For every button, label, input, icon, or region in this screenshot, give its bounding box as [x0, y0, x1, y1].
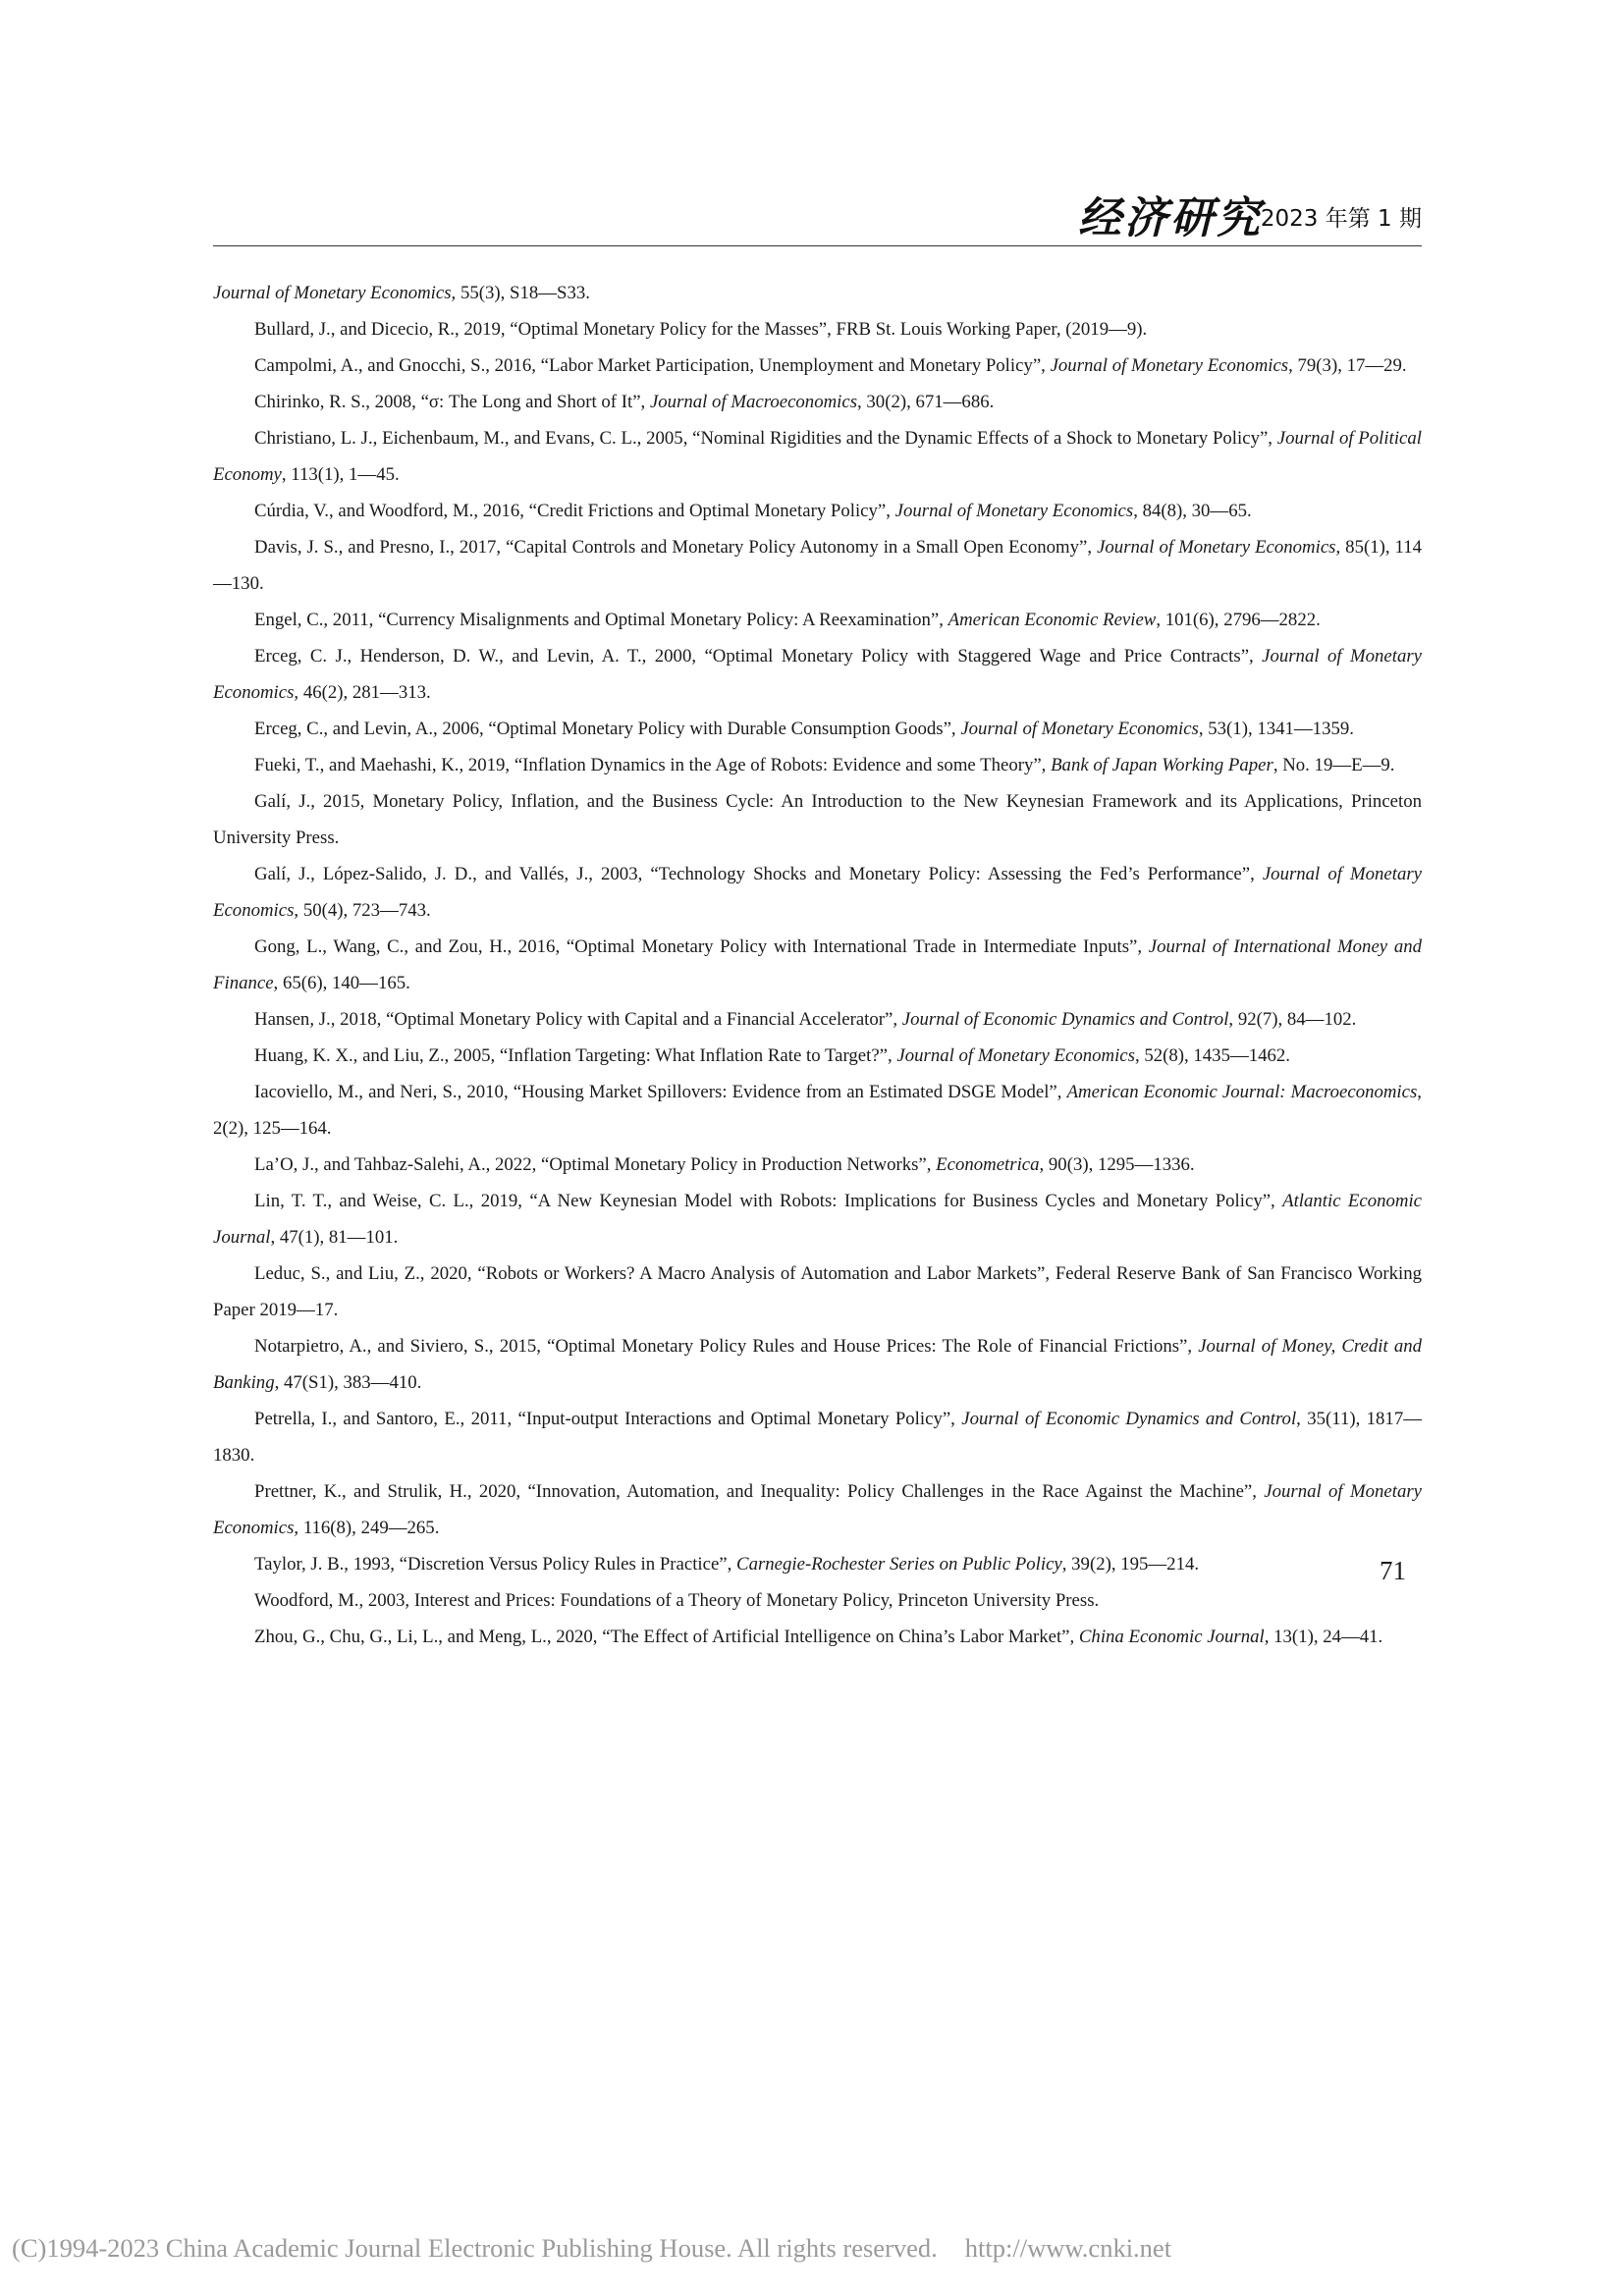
- reference-entry: [213, 493, 1422, 529]
- reference-entry: [213, 1001, 1422, 1038]
- reference-venue: Journal of Political Economy: [213, 428, 1422, 485]
- reference-entry: [213, 783, 1422, 856]
- reference-text: Fueki, T., and Maehashi, K., 2019, “Inflation Dynamics in the Age of Robots: Evidence and some Theory”,: [254, 755, 1052, 775]
- reference-entries: [213, 311, 1422, 1655]
- reference-tail: , 84(8), 30—65.: [1133, 501, 1252, 521]
- reference-text: Galí, J., 2015, Monetary Policy, Inflation, and the Business Cycle: An Introduction to the New Keynesian Framework and its Applications, Princeton University Press.: [213, 791, 1422, 848]
- reference-venue: Journal of Monetary Economics: [213, 864, 1422, 921]
- reference-tail: , 30(2), 671—686.: [857, 392, 995, 412]
- reference-text: Gong, L., Wang, C., and Zou, H., 2016, “Optimal Monetary Policy with International Trade in Intermediate Inputs”,: [254, 936, 1149, 957]
- reference-tail: , 52(8), 1435—1462.: [1134, 1045, 1291, 1066]
- reference-entry: [213, 1038, 1422, 1074]
- reference-text: Woodford, M., 2003, Interest and Prices: Foundations of a Theory of Monetary Policy, Princeton University Press.: [254, 1590, 1100, 1611]
- reference-text: Cúrdia, V., and Woodford, M., 2016, “Credit Frictions and Optimal Monetary Policy”,: [254, 501, 895, 521]
- reference-text: Zhou, G., Chu, G., Li, L., and Meng, L., 2020, “The Effect of Artificial Intelligence on China’s Labor Market”,: [254, 1627, 1079, 1647]
- reference-text: Notarpietro, A., and Siviero, S., 2015, “Optimal Monetary Policy Rules and House Prices: The Role of Financial Frictions”,: [254, 1336, 1199, 1357]
- reference-tail: , 13(1), 24—41.: [1264, 1627, 1383, 1647]
- reference-venue: Journal of Monetary Economics: [213, 283, 452, 303]
- reference-tail: , 116(8), 249—265.: [294, 1518, 440, 1538]
- reference-entry: [213, 747, 1422, 783]
- reference-tail: , 65(6), 140—165.: [273, 973, 410, 993]
- reference-text: Taylor, J. B., 1993, “Discretion Versus Policy Rules in Practice”,: [254, 1554, 737, 1575]
- reference-venue: Journal of Monetary Economics: [1050, 355, 1289, 376]
- reference-tail: , 101(6), 2796—2822.: [1156, 610, 1321, 630]
- issue-label: 2023 年第 1 期: [1260, 206, 1422, 232]
- reference-text: La’O, J., and Tahbaz-Salehi, A., 2022, “Optimal Monetary Policy in Production Networks”,: [254, 1154, 937, 1175]
- reference-text: Bullard, J., and Dicecio, R., 2019, “Optimal Monetary Policy for the Masses”, FRB St. Louis Working Paper, (2019—9).: [254, 319, 1148, 340]
- reference-text: Davis, J. S., and Presno, I., 2017, “Capital Controls and Monetary Policy Autonomy in a Small Open Economy”,: [254, 537, 1098, 558]
- reference-venue: Journal of Monetary Economics: [894, 501, 1134, 521]
- copyright-url: http://www.cnki.net: [964, 2233, 1172, 2263]
- reference-tail: , 92(7), 84—102.: [1228, 1009, 1357, 1030]
- reference-tail: , 2(2), 125—164.: [213, 1082, 1422, 1139]
- reference-venue: Journal of Money, Credit and Banking: [213, 1336, 1422, 1393]
- reference-tail: , 55(3), S18—S33.: [451, 283, 590, 303]
- reference-entry: [213, 1328, 1422, 1401]
- reference-text: Hansen, J., 2018, “Optimal Monetary Policy with Capital and a Financial Accelerator”,: [254, 1009, 902, 1030]
- reference-list: [213, 275, 1422, 1655]
- reference-tail: , 50(4), 723—743.: [294, 900, 431, 921]
- reference-entry: [213, 1546, 1422, 1582]
- reference-text: Chirinko, R. S., 2008, “σ: The Long and Short of It”,: [254, 392, 650, 412]
- reference-entry: [213, 929, 1422, 1001]
- page-number: 71: [1380, 1556, 1406, 1585]
- reference-venue: Journal of Monetary Economics: [960, 719, 1199, 739]
- reference-venue: Journal of Macroeconomics: [649, 392, 858, 412]
- reference-entry: [213, 1147, 1422, 1183]
- reference-tail: , 53(1), 1341—1359.: [1198, 719, 1354, 739]
- reference-venue: Atlantic Economic Journal: [213, 1191, 1422, 1248]
- copyright-text: (C)1994-2023 China Academic Journal Electronic Publishing House. All rights reserved.: [12, 2233, 938, 2263]
- reference-venue: Journal of International Money and Finance: [213, 936, 1423, 993]
- reference-tail: , 113(1), 1—45.: [281, 464, 400, 485]
- running-header: [213, 194, 1422, 243]
- reference-tail: , 79(3), 17—29.: [1288, 355, 1407, 376]
- reference-entry: [213, 638, 1422, 711]
- reference-text: Leduc, S., and Liu, Z., 2020, “Robots or Workers? A Macro Analysis of Automation and Labor Markets”, Federal Reserve Bank of San Francisco Working Paper 2019—17.: [213, 1263, 1422, 1320]
- reference-tail: , 47(S1), 383—410.: [274, 1372, 422, 1393]
- reference-tail: , 90(3), 1295—1336.: [1039, 1154, 1195, 1175]
- reference-entry: [213, 602, 1422, 638]
- reference-entry: [213, 311, 1422, 347]
- reference-tail: , No. 19—E—9.: [1272, 755, 1395, 775]
- reference-tail: , 46(2), 281—313.: [294, 682, 431, 703]
- reference-entry: [213, 420, 1422, 493]
- reference-text: Petrella, I., and Santoro, E., 2011, “Input-output Interactions and Optimal Monetary Policy”,: [254, 1409, 962, 1429]
- reference-entry: [213, 856, 1422, 929]
- reference-venue: Journal of Monetary Economics: [896, 1045, 1135, 1066]
- reference-tail: , 47(1), 81—101.: [270, 1227, 399, 1248]
- reference-tail: , 39(2), 195—214.: [1061, 1554, 1200, 1575]
- reference-entry: [213, 1255, 1422, 1328]
- reference-venue: Journal of Monetary Economics: [213, 1481, 1422, 1538]
- reference-entry: [213, 1619, 1422, 1655]
- copyright-footer: [12, 2230, 1612, 2266]
- reference-tail: , 35(11), 1817—1830.: [213, 1409, 1422, 1466]
- reference-text: Huang, K. X., and Liu, Z., 2005, “Inflation Targeting: What Inflation Rate to Target?”,: [254, 1045, 897, 1066]
- reference-tail: , 85(1), 114—130.: [213, 537, 1423, 594]
- reference-continuation: [213, 275, 1422, 311]
- reference-venue: Journal of Monetary Economics: [1097, 537, 1336, 558]
- reference-text: Erceg, C., and Levin, A., 2006, “Optimal Monetary Policy with Durable Consumption Goods”,: [254, 719, 961, 739]
- reference-text: Christiano, L. J., Eichenbaum, M., and Evans, C. L., 2005, “Nominal Rigidities and the Dynamic Effects of a Shock to Monetary Policy”,: [254, 428, 1277, 449]
- reference-venue: Journal of Economic Dynamics and Control: [901, 1009, 1229, 1030]
- reference-entry: [213, 1183, 1422, 1255]
- reference-entry: [213, 1473, 1422, 1546]
- reference-venue: China Economic Journal: [1078, 1627, 1265, 1647]
- reference-entry: [213, 1074, 1422, 1147]
- reference-text: Iacoviello, M., and Neri, S., 2010, “Housing Market Spillovers: Evidence from an Estimated DSGE Model”,: [254, 1082, 1067, 1102]
- reference-venue: Carnegie-Rochester Series on Public Policy: [736, 1554, 1062, 1575]
- reference-venue: American Economic Review: [947, 610, 1157, 630]
- header-rule: [213, 245, 1422, 246]
- reference-venue: Econometrica: [936, 1154, 1040, 1175]
- reference-entry: [213, 1401, 1422, 1473]
- reference-venue: Journal of Monetary Economics: [213, 646, 1422, 703]
- reference-entry: [213, 1582, 1422, 1619]
- reference-entry: [213, 384, 1422, 420]
- reference-text: Campolmi, A., and Gnocchi, S., 2016, “Labor Market Participation, Unemployment and Monetary Policy”,: [254, 355, 1051, 376]
- journal-logo: 经济研究: [1078, 193, 1263, 243]
- reference-text: Engel, C., 2011, “Currency Misalignments and Optimal Monetary Policy: A Reexamination”,: [254, 610, 948, 630]
- reference-entry: [213, 529, 1422, 602]
- reference-entry: [213, 347, 1422, 384]
- reference-entry: [213, 711, 1422, 747]
- reference-venue: American Economic Journal: Macroeconomics: [1066, 1082, 1418, 1102]
- reference-text: Prettner, K., and Strulik, H., 2020, “Innovation, Automation, and Inequality: Policy Challenges in the Race Against the Machine”,: [254, 1481, 1265, 1502]
- reference-text: Erceg, C. J., Henderson, D. W., and Levin, A. T., 2000, “Optimal Monetary Policy with Staggered Wage and Price Contracts”,: [254, 646, 1263, 667]
- reference-text: Galí, J., López-Salido, J. D., and Vallés, J., 2003, “Technology Shocks and Monetary Policy: Assessing the Fed’s Performance”,: [254, 864, 1263, 884]
- reference-venue: Bank of Japan Working Paper: [1051, 755, 1273, 775]
- reference-text: Lin, T. T., and Weise, C. L., 2019, “A New Keynesian Model with Robots: Implications for Business Cycles and Monetary Policy”,: [254, 1191, 1283, 1211]
- reference-venue: Journal of Economic Dynamics and Control: [961, 1409, 1297, 1429]
